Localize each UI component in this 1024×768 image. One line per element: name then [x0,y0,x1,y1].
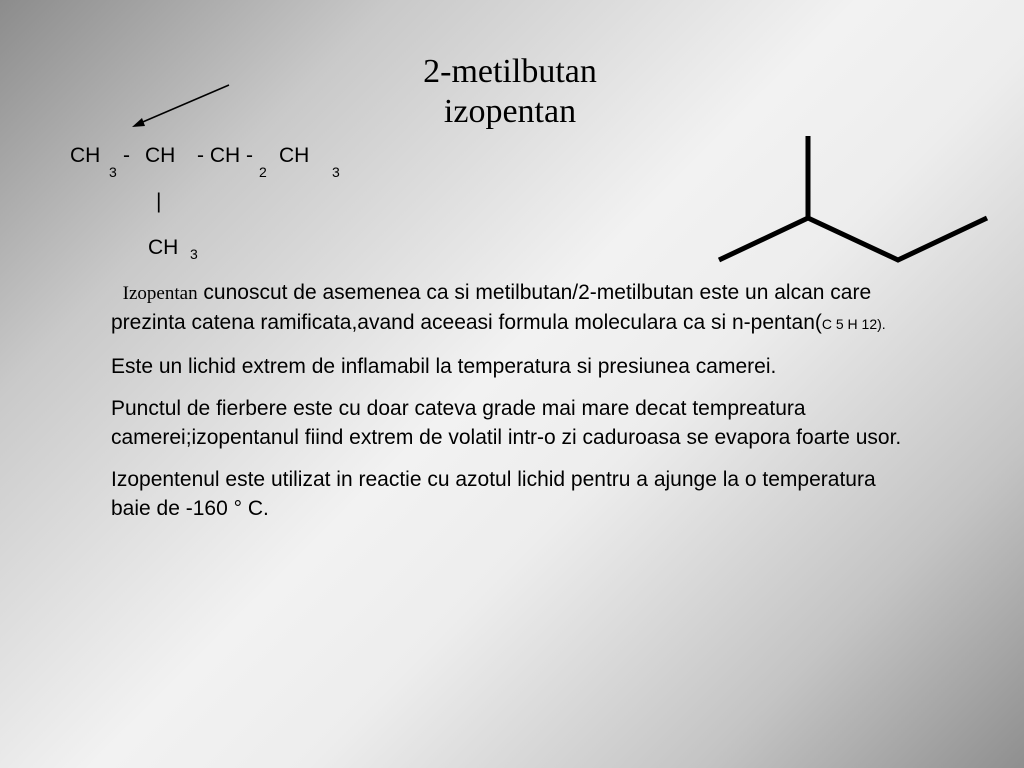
paragraph-4: Izopentenul este utilizat in reactie cu azotul lichid pentru a ajunge la o temperatura baie de -160 ° C. [111,468,876,520]
paragraph-2: Este un lichid extrem de inflamabil la temperatura si presiunea camerei. [111,355,777,378]
formula-dash: - [123,144,130,167]
formula-sub-3-branch: 3 [190,246,198,262]
formula-sub-3-right: 3 [332,164,340,180]
formula-ch3-right: CH [279,144,310,167]
skeletal-structure-icon [715,130,995,270]
paragraph-1-lead: Izopentan [122,283,198,304]
paragraph-1-formula: C 5 H 12). [821,316,886,332]
description-text [111,278,911,536]
arrow-icon [128,80,238,130]
paragraph-3: Punctul de fierbere este cu doar cateva grade mai mare decat tempreatura camerei;izopentanul fiind extrem de volatil intr-o zi caduroasa se evapora foarte usor. [111,397,902,449]
formula-ch2: - CH - [197,144,253,167]
formula-sub-3-left: 3 [109,164,117,180]
slide-title [360,52,660,132]
formula-sub-2: 2 [259,164,267,180]
formula-ch3-left: CH [70,144,101,167]
formula-ch3-branch: CH [148,236,179,259]
formula-bond: | [156,190,162,213]
title-line-2: izopentan [443,93,577,130]
paragraph-1-text: cunoscut de asemenea ca si metilbutan/2-metilbutan este un alcan care prezinta catena ramificata,avand aceeasi formula moleculara ca si n-pentan( [111,281,872,334]
paragraph-1 [111,278,911,339]
title-line-1: 2-metilbutan [423,53,597,90]
formula-ch: CH [145,144,176,167]
